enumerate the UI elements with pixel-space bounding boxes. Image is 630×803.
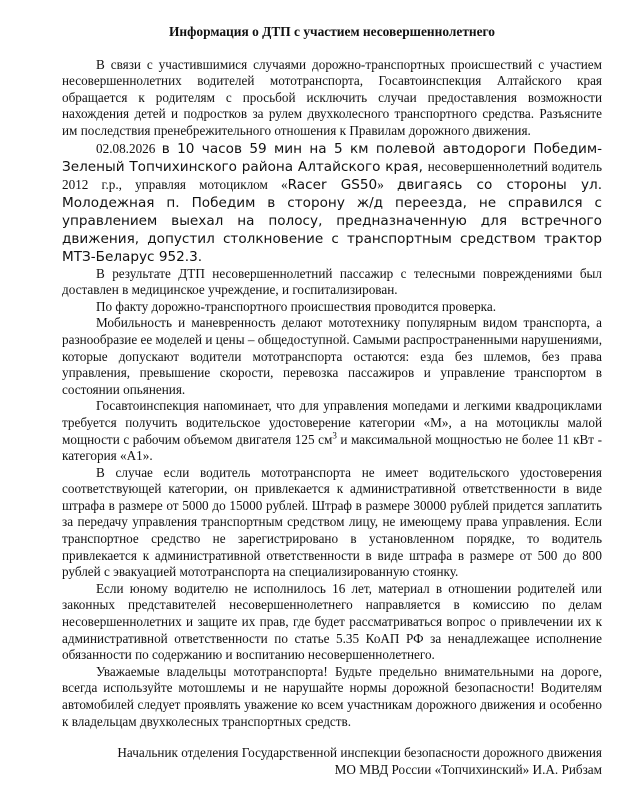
incident-description: двигаясь со стороны ул. Молодежная п. Победим в сторону ж/д переезда, не справился с управлением выехал на полосу, предназначенную для встречного движения, допустил столкновение с транспортным средством трактор МТЗ-Беларус 952.3. — [62, 176, 603, 265]
paragraph-inspection: По факту дорожно-транспортного происшествия проводится проверка. — [96, 298, 497, 314]
signature-block — [62, 744, 602, 778]
incident-vehicle: Racer GS50 — [287, 176, 378, 193]
license-superscript: 3 — [332, 430, 337, 441]
incident-date: 02.08.2026 — [96, 140, 162, 156]
incident-location: в 10 часов 59 мин на 5 км полевой автодороги Победим-Зеленый Топчихинского района Алтайского края, — [62, 140, 603, 175]
paragraph-intro: В связи с участившимися случаями дорожно-транспортных происшествий с участием несовершеннолетних водителей мототранспорта, Госавтоинспекция Алтайского края обращается к родителям с просьбой исключить случаи предоставления возможности нахождения детей и подростков за рулем двухколесного транспортного средства. Разъясните им последствия пренебрежительного отношения к Правилам дорожного движения. — [62, 56, 602, 138]
incident-quote: » — [377, 176, 397, 192]
license-text-a: Госавтоинспекция напоминает, что для управления мопедами и легкими квадроциклами требуется получить водительское удостоверение категории «М», а на мотоциклы малой мощности с рабочим объемом двигателя 125 см — [62, 398, 602, 447]
paragraph-fines: В случае если водитель мототранспорта не имеет водительского удостоверения соответствующей категории, он привлекается к административной ответственности в виде штрафа в размере от 5000 до 15000 рублей. Штраф в размере 30000 рублей придется заплатить за передачу управления транспортным средством лицу, не имеющему права управления. Если транспортное средство не зарегистрировано в установленном порядке, то водитель привлекается к административной ответственности в виде штрафа в размере от 500 до 800 рублей с эвакуацией мототранспорта на специализированную стоянку. — [62, 464, 602, 580]
paragraph-result: В результате ДТП несовершеннолетний пассажир с телесными повреждениями был доставлен в медицинское учреждение, и госпитализирован. — [62, 265, 602, 298]
document-title: Информация о ДТП с участием несовершеннолетнего — [169, 24, 495, 39]
signature-name: МО МВД России «Топчихинский» И.А. Рибзам — [334, 762, 602, 778]
paragraph-incident — [62, 140, 602, 266]
paragraph-mobility: Мобильность и маневренность делают мототехнику популярным видом транспорта, а разнообразие ее моделей и цены – общедоступной. Самыми распространенными нарушениями, которые допускают водители мототранспорта остаются: езда без шлемов, без права управления, превышение скорости, перевозка пассажиров и управление транспортом в состоянии опьянения. — [62, 315, 602, 397]
license-text-b: и максимальной мощностью не более 11 кВт - категория «А1». — [62, 431, 602, 464]
paragraph-license — [62, 398, 602, 464]
paragraph-underage: Если юному водителю не исполнилось 16 лет, материал в отношении родителей или законных представителей несовершеннолетнего направляется в комиссию по делам несовершеннолетних и защите их прав, где будет рассматриваться вопрос о привлечении их к административной ответственности по статье 5.35 КоАП РФ за ненадлежащее исполнение обязанности по содержанию и воспитанию несовершеннолетнего. — [62, 580, 602, 663]
paragraph-appeal: Уважаемые владельцы мототранспорта! Будьте предельно внимательными на дороге, всегда используйте мотошлемы и не нарушайте нормы дорожной безопасности! Водителям автомобилей следует проявлять уважение ко всем участникам дорожного движения и особенно к владельцам двухколесных транспортных средств. — [62, 663, 602, 729]
incident-driver: несовершеннолетний водитель 2012 г.р., управляя мотоциклом « — [62, 158, 602, 192]
signature-position: Начальник отделения Государственной инспекции безопасности дорожного движения — [117, 745, 602, 761]
